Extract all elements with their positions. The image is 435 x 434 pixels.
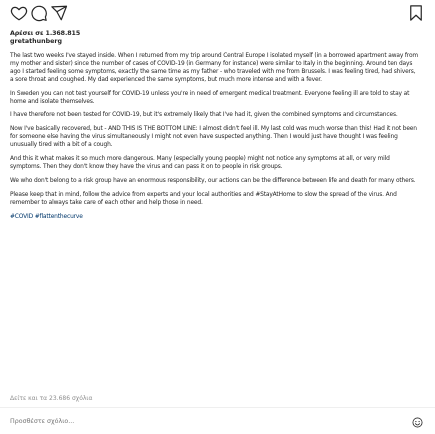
caption-paragraph: We who don't belong to a risk group have an enormous responsibility, our actions can be the difference between life and death for many others. — [10, 177, 416, 184]
likes-count[interactable]: Αρέσει σε 1.368.815 — [10, 30, 81, 37]
divider — [0, 407, 435, 408]
caption-paragraph: Please keep that in mind, follow the advice from experts and your local authorities and #StayAtHome to slow the spread of the virus. And remember to always take care of each other and help those in need. — [10, 191, 397, 206]
comment-input[interactable] — [10, 418, 390, 425]
caption-paragraph: The last two weeks I've stayed inside. When I returned from my trip around Central Europe I isolated myself (in a borrowed apartment away from my mother and sister) since the number of cases of COVID-19 (in Germany for instance) were similar to Italy in the beginning. Around ten days ago I started feeling some symptoms, exactly the same time as my father - who traveled with me from Brussels. I was feeling tired, had shivers, a sore throat and coughed. My dad experienced the same symptoms, but much more intense and with a fever. — [10, 53, 418, 83]
heart-icon[interactable] — [10, 4, 28, 22]
caption-paragraph: And this it what makes it so much more dangerous. Many (especially young people) might not notice any symptoms at all, or very mild symptoms. Then they don't know they have the virus and can pass it on to people in risk groups. — [10, 156, 390, 170]
emoji-icon[interactable] — [412, 417, 423, 428]
comment-icon[interactable] — [30, 4, 48, 22]
share-icon[interactable] — [50, 4, 68, 22]
bookmark-icon[interactable] — [407, 4, 425, 22]
caption-paragraph: I have therefore not been tested for COVID-19, but it's extremely likely that I've had it, given the combined symptoms and circumstances. — [10, 112, 398, 119]
hashtag-link[interactable]: #flattenthecurve — [34, 213, 83, 220]
hashtag-link[interactable]: #COVID — [10, 213, 33, 220]
post-username[interactable]: gretathunberg — [10, 38, 62, 45]
caption-paragraph: Now I've basically recovered, but - AND THIS IS THE BOTTOM LINE: I almost didn't feel ill. My last cold was much worse than this! Had it not been for someone else having the virus simultaneously I might not even have suspected anything. Then I would just have thought I was feeling unusually tired with a bit of a cough. — [10, 126, 417, 149]
caption-paragraph: In Sweden you can not test yourself for COVID-19 unless you're in need of emergent medical treatment. Everyone feeling ill are told to stay at home and isolate themselves. — [10, 90, 410, 105]
post-actions-bar — [10, 4, 425, 24]
view-all-comments-link[interactable]: Δείτε και τα 23.686 σχόλια — [10, 395, 93, 402]
caption-hashtags — [10, 214, 420, 222]
post-caption — [10, 53, 420, 228]
